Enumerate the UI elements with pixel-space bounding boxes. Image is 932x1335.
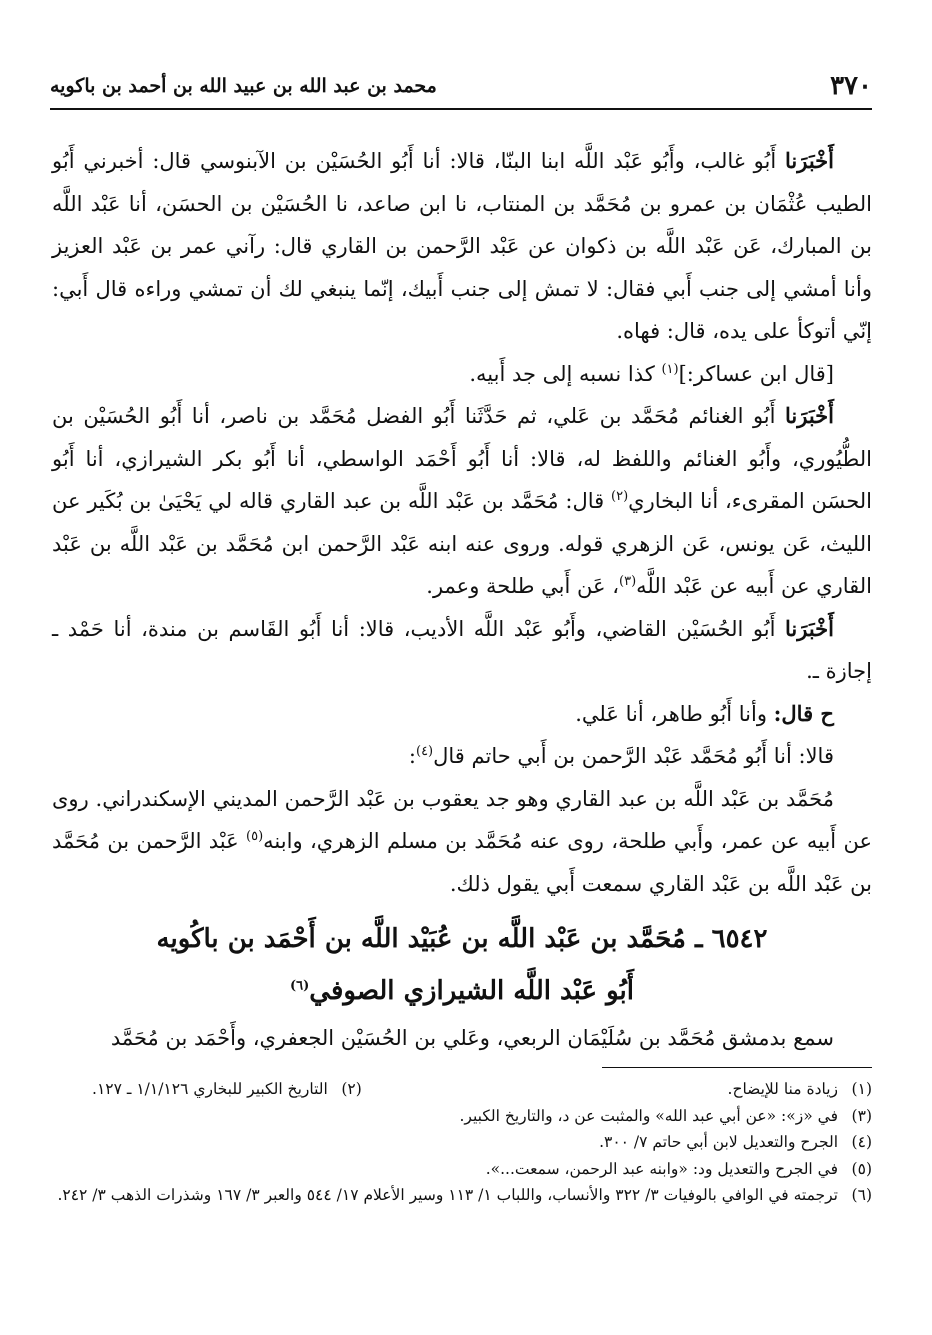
- footnote-divider: [602, 1067, 872, 1068]
- keyword-ha-qala: ح قال:: [773, 700, 834, 726]
- footnote-text: في الجرح والتعديل ود: «وابنه عبد الرحمن، سمعت...».: [485, 1159, 838, 1178]
- paragraph-3: [52, 395, 872, 608]
- paragraph-2: [52, 353, 872, 396]
- footnote-5: [52, 1156, 872, 1183]
- paragraph-8: [52, 1017, 872, 1060]
- footnote-number: (٤): [851, 1133, 872, 1152]
- footnote-number: (٢): [341, 1080, 362, 1098]
- page-number: ٣٧٠: [830, 71, 872, 101]
- footnote-ref-6[interactable]: (٦): [290, 978, 310, 994]
- main-text: [52, 140, 872, 1060]
- keyword-akhbarana: أَخْبَرَنا: [785, 148, 834, 173]
- entry-title-line-1: ٦٥٤٢ ـ مُحَمَّد بن عَبْد اللَّه بن عُبَيْد اللَّه بن أَحْمَد بن باكُويه: [156, 924, 768, 954]
- paragraph-7: [52, 778, 872, 906]
- footnote-3: [52, 1103, 872, 1130]
- paragraph-text: مُحَمَّد بن عَبْد اللَّه بن عبد القاري وهو جد يعقوب بن عَبْد الرَّحمن المديني الإسكندراني. روى عن أَبيه عن عمر، وأَبي طلحة، روى عنه مُحَمَّد بن مسلم الزهري، وابنه: [52, 786, 872, 853]
- footnote-text: ترجمته في الوافي بالوفيات ٣/ ٣٢٢ والأنساب، واللباب ١/ ١١٣ وسير الأعلام ١٧/ ٥٤٤ والعبر ٣/ ١٦٧ وشذرات الذهب ٣/ ٢٤٢.: [57, 1186, 838, 1205]
- footnote-text: الجرح والتعديل لابن أبي حاتم ٧/ ٣٠٠.: [599, 1133, 838, 1152]
- footnote-ref-4[interactable]: (٤): [415, 744, 434, 759]
- entry-title: [52, 913, 872, 1017]
- paragraph-text: قال: مُحَمَّد بن عَبْد اللَّه بن عبد القاري قاله لي يَحْيَىٰ بن بُكَير عن الليث، عَن يونس، عَن الزهري قوله. وروى عنه ابنه عَبْد الرَّحمن ابن مُحَمَّد بن عَبْد اللَّه بن عَبْد القاري عن أَبيه عن عَبْد اللَّه: [52, 489, 872, 598]
- page-header: [50, 64, 872, 110]
- paragraph-1: [52, 140, 872, 353]
- footnote-number: (١): [851, 1080, 872, 1098]
- footnote-ref-5[interactable]: (٥): [246, 829, 264, 844]
- footnote-text: زيادة منا للإيضاح.: [727, 1080, 838, 1098]
- footnote-6: [52, 1182, 872, 1209]
- footnote-4: [52, 1129, 872, 1156]
- paragraph-text: ، عَن أَبي طلحة وعمر.: [426, 574, 619, 598]
- paragraph-text: عَبْد الرَّحمن بن مُحَمَّد بن عَبْد اللَّه بن عَبْد القاري سمعت أَبي يقول ذلك.: [52, 829, 872, 896]
- paragraph-text: وأنا أَبُو طاهر، أنا عَلي.: [575, 701, 774, 726]
- paragraph-text: أَبُو غالب، وأَبُو عَبْد اللَّه ابنا البنّا، قالا: أنا أَبُو الحُسَيْن بن الآبنوسي قال: أخبرني أَبُو الطيب عُثْمَان بن عمرو بن مُحَمَّد بن المنتاب، نا ابن صاعد، نا الحُسَيْن بن الحسَن، أنا عَبْد اللَّه بن المبارك، عَن عَبْد اللَّه بن ذكوان عن عَبْد الرَّحمن بن القاري قال: رآني عمر بن عَبْد العزيز وأنا أمشي إلى جنب أَبي فقال: لا تمش إلى جنب أَبيك، إنّما ينبغي لك أن تمشي وراءه قال أَبي: إنّي أتوكأ على يده، قال: فهاه.: [52, 149, 872, 343]
- entry-title-line-2: [52, 965, 872, 1017]
- paragraph-text: :: [408, 744, 416, 768]
- keyword-akhbarana: أَخْبَرَنا: [785, 403, 834, 428]
- footnote-row: [52, 1076, 872, 1103]
- keyword-akhbarana: أَخْبَرَنا: [785, 615, 834, 641]
- entry-subtitle: أَبُو عَبْد اللَّه الشيرازي الصوفي: [309, 976, 634, 1006]
- footnote-2: [92, 1076, 362, 1103]
- paragraph-4: [52, 608, 872, 693]
- paragraph-text: [قال ابن عساكر:]: [678, 361, 834, 386]
- footnote-number: (٣): [851, 1106, 872, 1125]
- paragraph-6: [52, 735, 872, 778]
- paragraph-text: أَبُو الحُسَيْن القاضي، وأَبُو عَبْد اللَّه الأديب، قالا: أنا أَبُو القَاسم بن مندة، أنا حَمْد ـ إجازة ـ.: [52, 616, 872, 683]
- footnote-text: في «ز»: «عن أبي عبد الله» والمثبت عن د، والتاريخ الكبير.: [459, 1106, 838, 1125]
- footnote-1: [728, 1076, 872, 1103]
- paragraph-text: كذا نسبه إلى جد أَبيه.: [469, 361, 662, 386]
- footnote-text: التاريخ الكبير للبخاري ١/١/١٢٦ ـ ١٢٧.: [92, 1080, 328, 1098]
- paragraph-text: قالا: أنا أَبُو مُحَمَّد عَبْد الرَّحمن بن أَبي حاتم قال: [433, 744, 834, 768]
- running-title: محمد بن عبد الله بن عبيد الله بن أحمد بن باكويه: [50, 75, 437, 97]
- paragraph-5: [52, 693, 872, 736]
- footnote-ref-2[interactable]: (٢): [611, 489, 629, 504]
- footnote-ref-3[interactable]: (٣): [619, 574, 637, 589]
- paragraph-text: سمع بدمشق مُحَمَّد بن سُلَيْمَان الربعي، وعَلي بن الحُسَيْن الجعفري، وأَحْمَد بن مُحَمَّد: [110, 1026, 834, 1050]
- footnote-number: (٥): [851, 1159, 872, 1178]
- footnotes: [52, 1067, 872, 1209]
- paragraph-text: أَبُو الغنائم مُحَمَّد بن عَلي، ثم حَدَّثَنا أَبُو الفضل مُحَمَّد بن ناصر، أنا أَبُو الحُسَيْن بن الطُّيُوري، وأَبُو الغنائم واللفظ له، قالا: أنا أَبُو أَحْمَد الواسطي، أنا أَبُو بكر الشيرازي، أنا أَبُو الحسَن المقرىء، أنا البخاري: [52, 404, 873, 513]
- footnote-number: (٦): [851, 1186, 872, 1205]
- footnote-ref-1[interactable]: (١): [661, 361, 679, 377]
